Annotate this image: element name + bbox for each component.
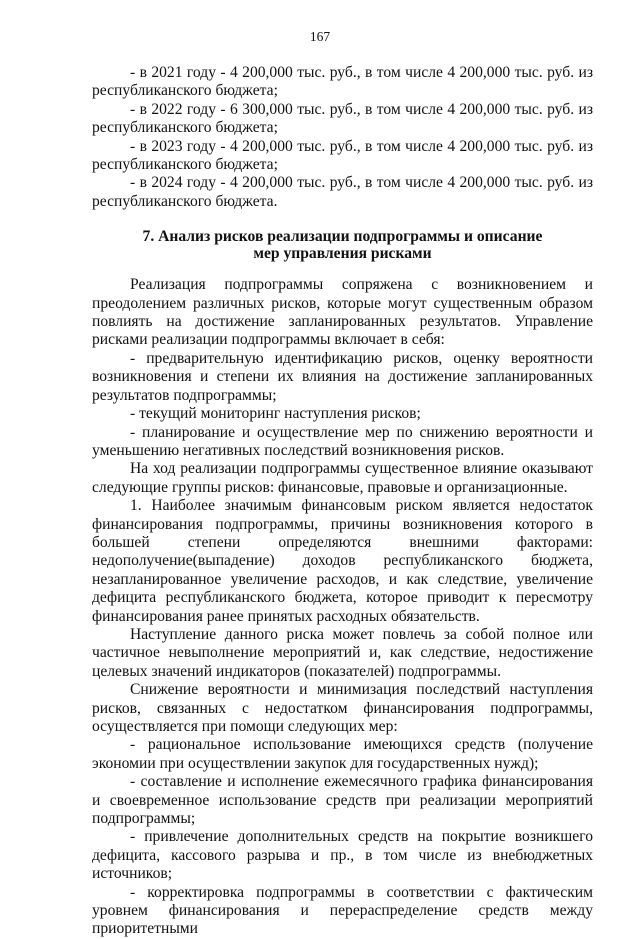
page-content — [92, 64, 593, 939]
section-heading — [92, 229, 593, 262]
paragraph: Наступление данного риска может повлечь за собой полное или частичное невыполнение мероприятий и, как следствие, недостижение целевых значений индикаторов (показателей) подпрограммы. — [92, 625, 593, 680]
section-title-line1: 7. Анализ рисков реализации подпрограммы и описание — [142, 228, 543, 246]
section-title-line2: мер управления рисками — [253, 244, 432, 262]
funding-item-2024: - в 2024 году - 4 200,000 тыс. руб., в том числе 4 200,000 тыс. руб. из республиканского бюджета. — [92, 174, 593, 210]
paragraph: Реализация подпрограммы сопряжена с возникновением и преодолением различных рисков, которые могут существенным образом повлиять на достижение запланированных результатов. Управление рисками реализации подпрограммы включает в себя: — [92, 276, 593, 349]
paragraph: На ход реализации подпрограммы существенное влияние оказывают следующие группы рисков: финансовые, правовые и организационные. — [92, 460, 593, 496]
list-item: - составление и исполнение ежемесячного графика финансирования и своевременное использование средств при реализации мероприятий подпрограммы; — [92, 773, 593, 828]
page-number: 167 — [309, 29, 331, 44]
list-item: - планирование и осуществление мер по снижению вероятности и уменьшению негативных последствий возникновения рисков. — [92, 423, 593, 459]
list-item: - предварительную идентификацию рисков, оценку вероятности возникновения и степени их влияния на достижение запланированных результатов подпрограммы; — [92, 349, 593, 404]
paragraph: Снижение вероятности и минимизация последствий наступления рисков, связанных с недостатком финансирования подпрограммы, осуществляется при помощи следующих мер: — [92, 681, 593, 735]
funding-item-2023: - в 2023 году - 4 200,000 тыс. руб., в том числе 4 200,000 тыс. руб. из республиканского бюджета; — [92, 137, 593, 174]
funding-item-2022: - в 2022 году - 6 300,000 тыс. руб., в том числе 4 200,000 тыс. руб. из республиканского бюджета; — [92, 100, 593, 137]
list-item: - привлечение дополнительных средств на покрытие возникшего дефицита, кассового разрыва и пр., в том числе из внебюджетных источников; — [92, 828, 593, 883]
list-item: - корректировка подпрограммы в соответствии с фактическим уровнем финансирования и перераспределение средств между приоритетными — [92, 883, 593, 938]
funding-item-2021: - в 2021 году - 4 200,000 тыс. руб., в том числе 4 200,000 тыс. руб. из республиканского бюджета; — [92, 64, 593, 100]
paragraph: 1. Наиболее значимым финансовым риском является недостаток финансирования подпрограммы, причины возникновения которого в большей степени определяются внешними факторами: недополучение(выпадение) доходов республиканского бюджета, незапланированное увеличение расходов, и как следствие, увеличение дефицита республиканского бюджета, которое приводит к пересмотру финансирования ранее принятых расходных обязательств. — [92, 497, 593, 625]
list-item: - рациональное использование имеющихся средств (получение экономии при осуществлении закупок для государственных нужд); — [92, 736, 593, 772]
list-item: - текущий мониторинг наступления рисков; — [130, 405, 421, 423]
